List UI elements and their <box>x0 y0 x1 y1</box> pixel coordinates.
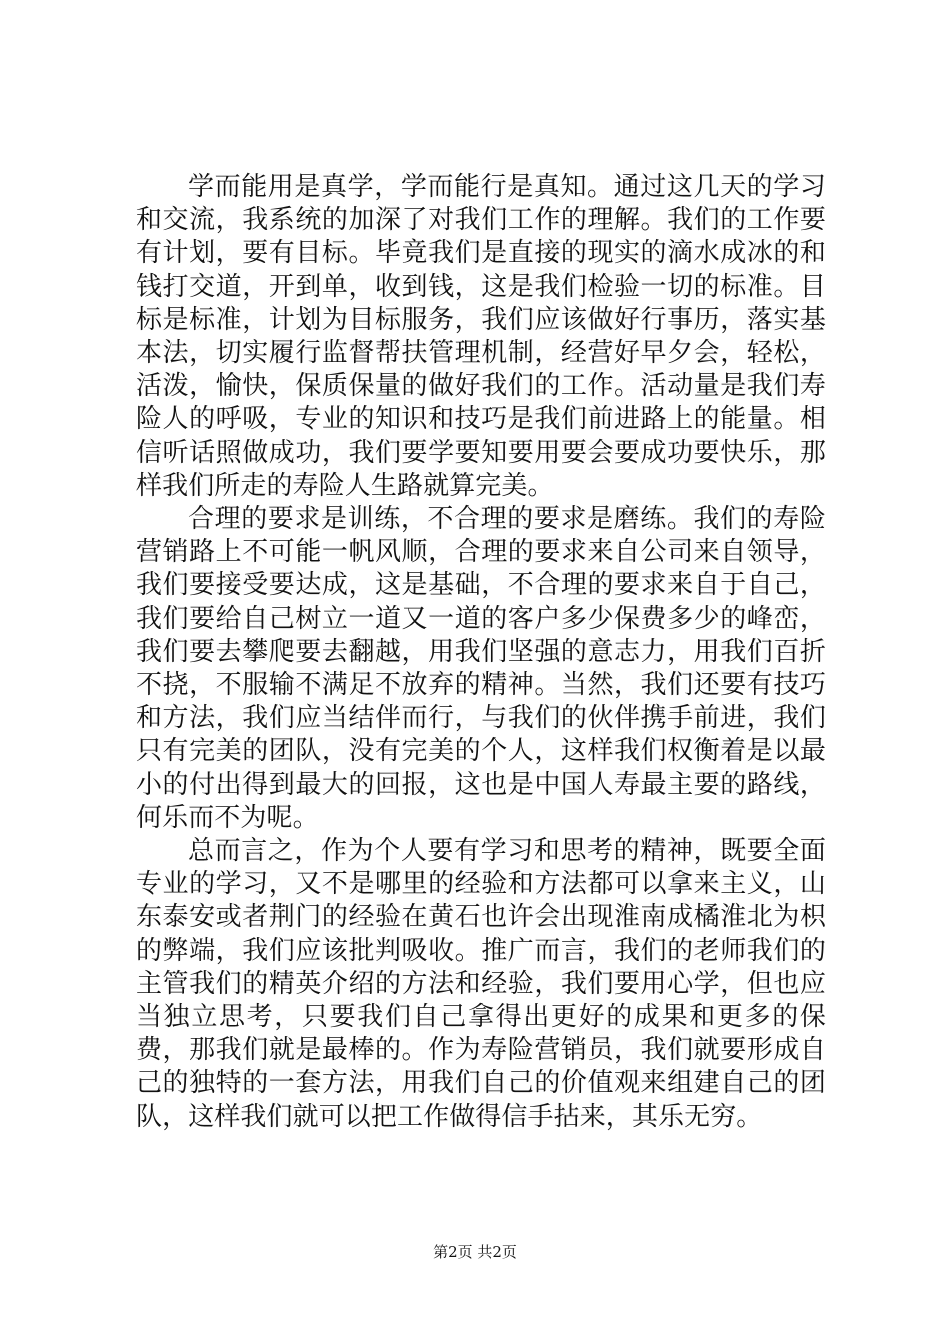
paragraph-3: 总而言之，作为个人要有学习和思考的精神，既要全面专业的学习，又不是哪里的经验和方法都可以拿来主义，山东泰安或者荆门的经验在黄石也许会出现淮南成橘淮北为枳的弊端，我们应该批判吸收。推广而言，我们的老师我们的主管我们的精英介绍的方法和经验，我们要用心学，但也应当独立思考，只要我们自己拿得出更好的成果和更多的保费，那我们就是最棒的。作为寿险营销员，我们就要形成自己的独特的一套方法，用我们自己的价值观来组建自己的团队，这样我们就可以把工作做得信手拈来，其乐无穷。 <box>136 836 826 1132</box>
document-body <box>136 171 826 1134</box>
paragraph-1: 学而能用是真学，学而能行是真知。通过这几天的学习和交流，我系统的加深了对我们工作的理解。我们的工作要有计划，要有目标。毕竟我们是直接的现实的滴水成冰的和钱打交道，开到单，收到钱，这是我们检验一切的标准。目标是标准，计划为目标服务，我们应该做好行事历，落实基本法，切实履行监督帮扶管理机制，经营好早夕会，轻松，活泼，愉快，保质保量的做好我们的工作。活动量是我们寿险人的呼吸，专业的知识和技巧是我们前进路上的能量。相信听话照做成功，我们要学要知要用要会要成功要快乐，那样我们所走的寿险人生路就算完美。 <box>136 172 826 501</box>
paragraph-2: 合理的要求是训练，不合理的要求是磨练。我们的寿险营销路上不可能一帆风顺，合理的要求来自公司来自领导，我们要接受要达成，这是基础，不合理的要求来自于自己，我们要给自己树立一道又一道的客户多少保费多少的峰峦，我们要去攀爬要去翻越，用我们坚强的意志力，用我们百折不挠，不服输不满足不放弃的精神。当然，我们还要有技巧和方法，我们应当结伴而行，与我们的伙伴携手前进，我们只有完美的团队，没有完美的个人，这样我们权衡着是以最小的付出得到最大的回报，这也是中国人寿最主要的路线，何乐而不为呢。 <box>136 504 826 833</box>
page-number-footer: 第2页 共2页 <box>433 1243 517 1261</box>
